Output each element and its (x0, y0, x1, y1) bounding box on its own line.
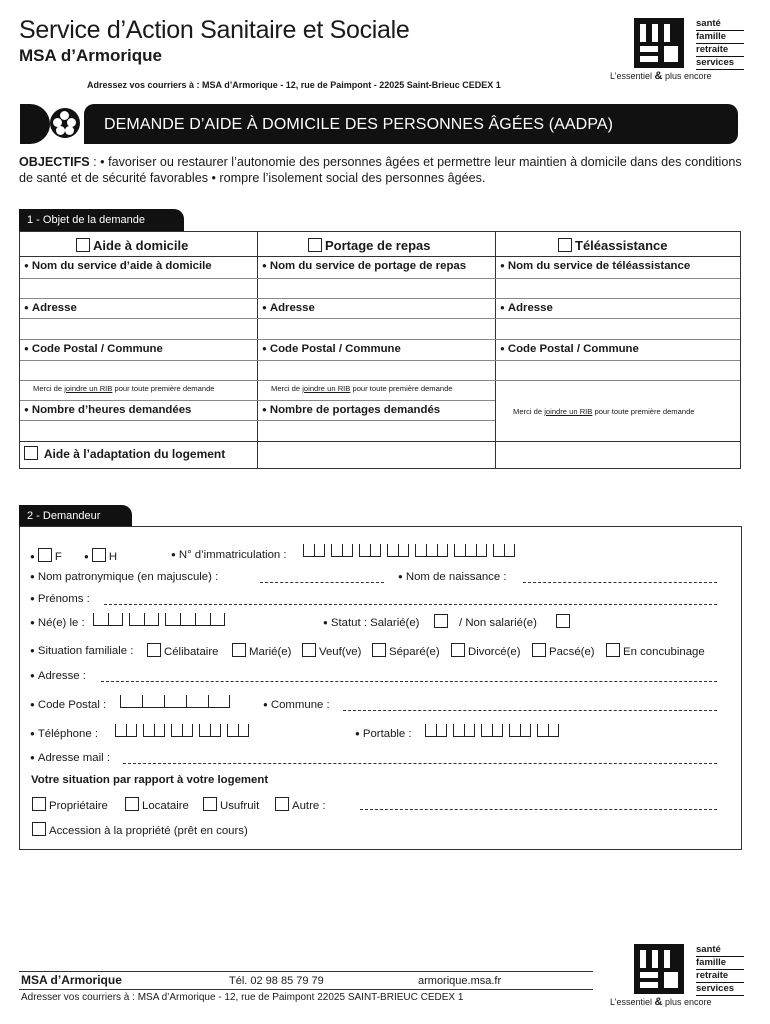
pacse-checkbox[interactable] (532, 643, 546, 657)
birthname-label: ● Nom de naissance : (398, 571, 507, 583)
family-celibataire[interactable]: Célibataire (147, 643, 218, 658)
section-1-table (19, 231, 741, 469)
sex-f-option[interactable]: ● F (30, 548, 62, 563)
email-label: ● Adresse mail : (30, 752, 110, 764)
aide-domicile-checkbox[interactable] (76, 238, 90, 252)
tele-rib-note: Merci de joindre un RIB pour toute première demande (513, 407, 695, 416)
page-subtitle: MSA d’Armorique (19, 46, 162, 65)
phone-field[interactable] (115, 724, 255, 737)
footer-rule-2 (19, 989, 593, 990)
sex-h-checkbox[interactable] (92, 548, 106, 562)
veuf-checkbox[interactable] (302, 643, 316, 657)
celibataire-checkbox[interactable] (147, 643, 161, 657)
section-2-frame (19, 526, 742, 850)
firstnames-label: ● Prénoms : (30, 593, 90, 605)
portage-count-label: ● Nombre de portages demandés (262, 404, 440, 416)
portage-service-name-label: ● Nom du service de portage de repas (262, 260, 466, 272)
portage-postal-label: ● Code Postal / Commune (262, 343, 401, 355)
flower-icon (50, 108, 80, 138)
family-concubinage[interactable]: En concubinage (606, 643, 705, 658)
birthname-field[interactable] (523, 582, 717, 583)
mobile-label: ● Portable : (355, 728, 412, 740)
marie-checkbox[interactable] (232, 643, 246, 657)
phone-label: ● Téléphone : (30, 728, 98, 740)
family-pacse[interactable]: Pacsé(e) (532, 643, 595, 658)
portage-repas-checkbox[interactable] (308, 238, 322, 252)
msa-logo-icon (634, 18, 684, 68)
autre-checkbox[interactable] (275, 797, 289, 811)
rib-link: joindre un RIB (302, 384, 351, 393)
autre-field[interactable] (360, 809, 717, 810)
proprietaire-checkbox[interactable] (32, 797, 46, 811)
housing-locataire[interactable]: Locataire (125, 797, 189, 812)
logo-tagline: L’essentiel & plus encore (610, 996, 712, 1008)
footer-address: Adresser vos courriers à : MSA d’Armorique - 12, rue de Paimpont 22025 SAINT-BRIEUC CEDEX 1 (21, 992, 464, 1003)
surname-label: ● Nom patronymique (en majuscule) : (30, 571, 218, 583)
objectives: OBJECTIFS : • favoriser ou restaurer l’autonomie des personnes âgées et permettre leur maintien à domicile dans des conditions de santé et de sécurité favorables • rompre l’isolement social des personnes âgées. (19, 155, 742, 185)
msa-logo-icon (634, 944, 684, 994)
section-2-label: 2 - Demandeur (19, 505, 132, 527)
salaried-checkbox[interactable] (434, 614, 448, 628)
family-divorce[interactable]: Divorcé(e) (451, 643, 521, 658)
portage-rib-note: Merci de joindre un RIB pour toute première demande (271, 384, 453, 393)
accession-option[interactable]: Accession à la propriété (prêt en cours) (32, 822, 248, 837)
banner-d-shape (20, 104, 50, 144)
separe-checkbox[interactable] (372, 643, 386, 657)
tele-address-label: ● Adresse (500, 302, 553, 314)
aide-service-name-label: ● Nom du service d’aide à domicile (24, 260, 212, 272)
status-label: ● Statut : Salarié(e) (323, 617, 419, 629)
divorce-checkbox[interactable] (451, 643, 465, 657)
family-veuf[interactable]: Veuf(ve) (302, 643, 361, 658)
footer-rule (19, 971, 593, 972)
housing-title: Votre situation par rapport à votre logement (31, 774, 269, 786)
mail-address: Adressez vos courriers à : MSA d’Armorique - 12, rue de Paimpont - 22025 Saint-Brieuc CEDEX 1 (87, 80, 501, 90)
teleassistance-header[interactable]: Téléassistance (558, 238, 668, 253)
aide-address-label: ● Adresse (24, 302, 77, 314)
aide-postal-label: ● Code Postal / Commune (24, 343, 163, 355)
address-label: ● Adresse : (30, 670, 86, 682)
rib-link: joindre un RIB (544, 407, 593, 416)
form-title-banner: DEMANDE D’AIDE À DOMICILE DES PERSONNES ÂGÉES (AADPA) (84, 104, 738, 144)
postal-field[interactable] (120, 695, 230, 708)
birthdate-label: ● Né(e) le : (30, 617, 85, 629)
aide-domicile-header[interactable]: Aide à domicile (76, 238, 188, 253)
logo-words: santé famille retraite services (696, 944, 744, 996)
footer-org: MSA d’Armorique (21, 973, 122, 987)
housing-adaptation-option[interactable]: Aide à l’adaptation du logement (24, 446, 225, 461)
city-label: ● Commune : (263, 699, 330, 711)
footer-web: armorique.msa.fr (418, 975, 502, 987)
housing-proprietaire[interactable]: Propriétaire (32, 797, 108, 812)
tele-service-name-label: ● Nom du service de téléassistance (500, 260, 690, 272)
teleassistance-checkbox[interactable] (558, 238, 572, 252)
immat-label: ● N° d’immatriculation : (171, 549, 287, 561)
rib-link: joindre un RIB (64, 384, 113, 393)
family-marie[interactable]: Marié(e) (232, 643, 291, 658)
sex-f-checkbox[interactable] (38, 548, 52, 562)
housing-autre[interactable]: Autre : (275, 797, 326, 812)
concubinage-checkbox[interactable] (606, 643, 620, 657)
locataire-checkbox[interactable] (125, 797, 139, 811)
logo-words: santé famille retraite services (696, 18, 744, 70)
tele-postal-label: ● Code Postal / Commune (500, 343, 639, 355)
surname-field[interactable] (260, 582, 384, 583)
aide-rib-note: Merci de joindre un RIB pour toute première demande (33, 384, 215, 393)
postal-label: ● Code Postal : (30, 699, 106, 711)
city-field[interactable] (343, 710, 717, 711)
portage-repas-header[interactable]: Portage de repas (308, 238, 431, 253)
logo-tagline: L’essentiel & plus encore (610, 70, 712, 82)
footer-tel: Tél. 02 98 85 79 79 (229, 975, 324, 987)
non-salaried-checkbox[interactable] (556, 614, 570, 628)
email-field[interactable] (123, 763, 717, 764)
housing-adaptation-checkbox[interactable] (24, 446, 38, 460)
aide-hours-label: ● Nombre d’heures demandées (24, 404, 191, 416)
immat-field[interactable] (303, 544, 521, 557)
address-field[interactable] (101, 681, 717, 682)
housing-usufruit[interactable]: Usufruit (203, 797, 259, 812)
portage-address-label: ● Adresse (262, 302, 315, 314)
firstnames-field[interactable] (104, 604, 717, 605)
sex-h-option[interactable]: ● H (84, 548, 117, 563)
accession-checkbox[interactable] (32, 822, 46, 836)
family-label: ● Situation familiale : (30, 645, 133, 657)
mobile-field[interactable] (425, 724, 565, 737)
birthdate-field[interactable] (93, 613, 231, 626)
page-title: Service d’Action Sanitaire et Sociale (19, 16, 410, 44)
usufruit-checkbox[interactable] (203, 797, 217, 811)
non-salaried-label: / Non salarié(e) (459, 617, 537, 629)
section-1-label: 1 - Objet de la demande (19, 209, 184, 231)
family-separe[interactable]: Séparé(e) (372, 643, 440, 658)
